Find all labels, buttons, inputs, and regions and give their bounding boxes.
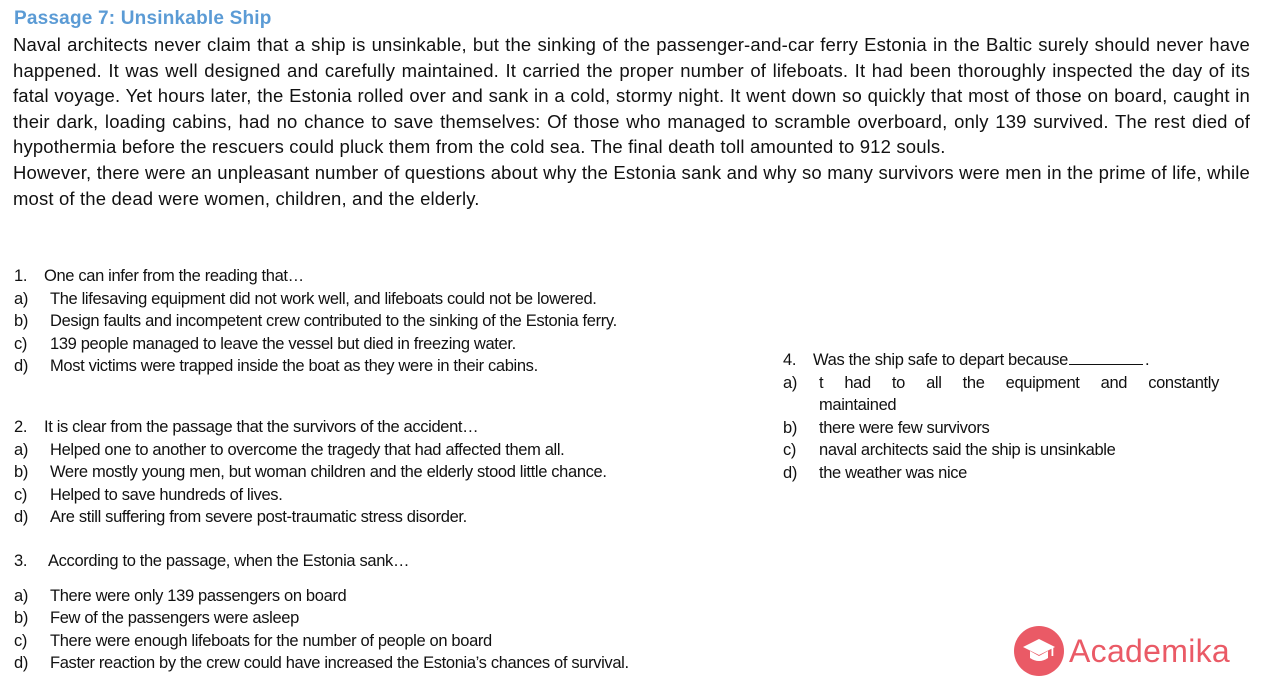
logo-text: Academika [1069, 632, 1230, 669]
academika-logo [1014, 626, 1230, 676]
option-text: naval architects said the ship is unsinkable [819, 441, 1116, 459]
option-text: Design faults and incompetent crew contributed to the sinking of the Estonia ferry. [50, 312, 617, 330]
question-text: According to the passage, when the Estonia sank… [48, 552, 410, 570]
option-letter: d) [14, 508, 28, 526]
option-text: the weather was nice [819, 463, 968, 482]
option-letter: d) [783, 463, 797, 482]
question-number: 4. [783, 351, 797, 369]
option-text: 139 people managed to leave the vessel but died in freezing water. [50, 334, 516, 353]
question-stem [14, 265, 617, 288]
option-d[interactable] [14, 506, 607, 529]
question-3 [14, 550, 629, 675]
option-text: There were only 139 passengers on board [50, 586, 347, 605]
question-stem [783, 349, 1219, 372]
option-b[interactable] [14, 310, 617, 333]
option-letter: c) [783, 441, 797, 459]
question-4 [783, 349, 1219, 484]
option-text: The lifesaving equipment did not work well, and lifeboats could not be lowered. [50, 289, 597, 308]
option-text: Few of the passengers were asleep [50, 609, 299, 627]
option-letter: b) [14, 463, 28, 481]
question-stem-end: . [1144, 351, 1150, 369]
option-c[interactable] [14, 333, 617, 356]
question-text: Was the ship safe to depart because [813, 351, 1068, 369]
question-text: It is clear from the passage that the survivors of the accident… [44, 418, 479, 436]
passage-body [13, 32, 1250, 211]
question-stem [14, 416, 607, 439]
option-text: there were few survivors [819, 418, 990, 437]
option-letter: d) [14, 357, 28, 375]
option-b[interactable] [783, 417, 1219, 440]
question-1 [14, 265, 617, 378]
option-c[interactable] [783, 439, 1219, 462]
option-text-line: maintained [819, 396, 897, 414]
option-text: Helped one to another to overcome the tragedy that had affected them all. [50, 440, 565, 459]
option-text: Were mostly young men, but woman children and the elderly stood little chance. [50, 463, 607, 481]
option-text: There were enough lifeboats for the number of people on board [50, 631, 492, 650]
option-letter: c) [14, 334, 28, 353]
option-text-line: t had to all the equipment and constantly [819, 373, 1219, 392]
option-letter: a) [783, 373, 797, 392]
question-number: 3. [14, 552, 28, 570]
option-letter: d) [14, 654, 28, 672]
question-2 [14, 416, 607, 529]
option-a[interactable] [14, 439, 607, 462]
option-text: Are still suffering from severe post-traumatic stress disorder. [50, 508, 467, 526]
passage-title: Passage 7: Unsinkable Ship [14, 8, 272, 29]
option-letter: c) [14, 485, 28, 504]
option-letter: a) [14, 586, 28, 605]
option-b[interactable] [14, 607, 629, 630]
option-letter: b) [14, 609, 28, 627]
option-letter: a) [14, 289, 28, 308]
question-stem [14, 550, 629, 573]
option-text: Helped to save hundreds of lives. [50, 485, 283, 504]
option-text: Faster reaction by the crew could have increased the Estonia’s chances of survival. [50, 654, 629, 672]
passage-paragraph: However, there were an unpleasant number of questions about why the Estonia sank and why so many survivors were men in the prime of life, while most of the dead were women, children, and the elderly. [13, 161, 1250, 209]
passage-paragraph: Naval architects never claim that a ship is unsinkable, but the sinking of the passenger-and-car ferry Estonia in the Baltic surely should never have happened. It was well designed and carefully maintained. It carried the proper number of lifeboats. It had been thoroughly inspected the day of its fatal voyage. Yet hours later, the Estonia rolled over and sank in a cold, stormy night. It went down so quickly that most of those on board, caught in their dark, loading cabins, had no chance to save themselves: Of those who managed to scramble overboard, only 139 survived. The rest died of hypothermia before the rescuers could pluck them from the cold sea. The final death toll amounted to 912 souls. [13, 34, 1250, 158]
option-text: Most victims were trapped inside the boat as they were in their cabins. [50, 357, 538, 375]
option-text [819, 372, 1219, 417]
question-number: 1. [14, 267, 28, 285]
option-letter: a) [14, 440, 28, 459]
option-letter: b) [14, 312, 28, 330]
option-letter: b) [783, 418, 797, 437]
option-a[interactable] [14, 288, 617, 311]
option-a[interactable] [14, 585, 629, 608]
option-d[interactable] [14, 355, 617, 378]
option-c[interactable] [14, 484, 607, 507]
question-text: One can infer from the reading that… [44, 267, 304, 285]
option-c[interactable] [14, 630, 629, 653]
option-letter: c) [14, 631, 28, 650]
option-d[interactable] [14, 652, 629, 675]
option-a[interactable] [783, 372, 1219, 417]
question-number: 2. [14, 418, 28, 436]
option-b[interactable] [14, 461, 607, 484]
answer-blank[interactable] [1069, 349, 1143, 365]
option-d[interactable] [783, 462, 1219, 485]
graduation-cap-icon [1014, 626, 1064, 676]
